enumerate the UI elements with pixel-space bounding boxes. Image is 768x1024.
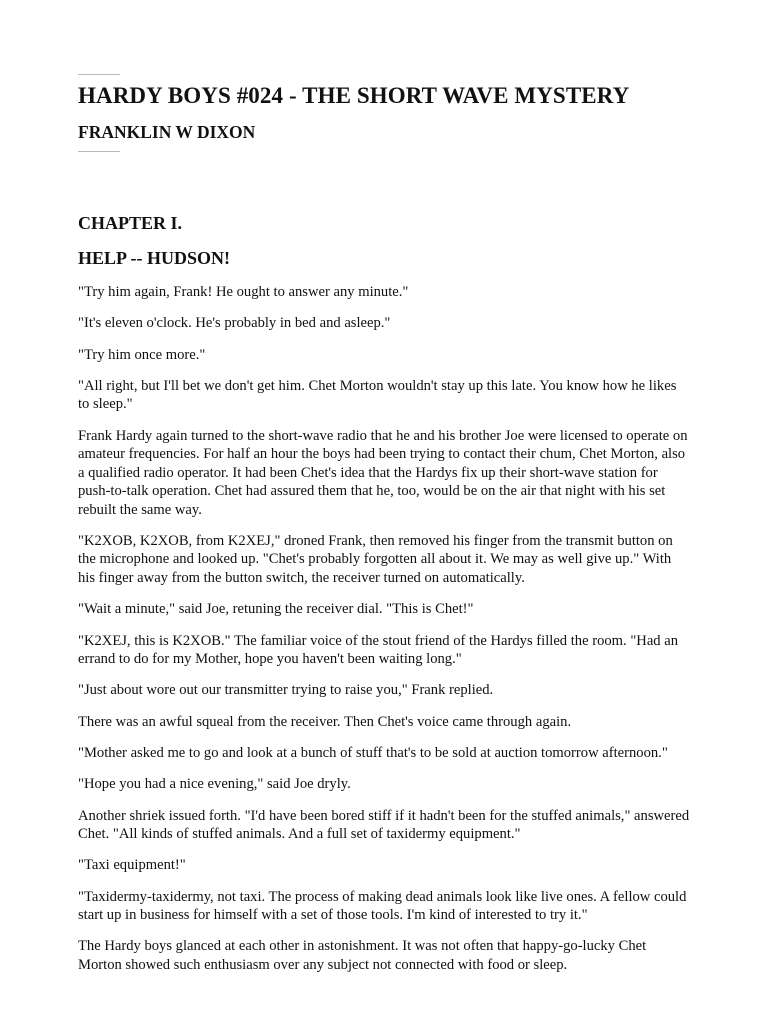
chapter-number: CHAPTER I. [78, 213, 183, 233]
paragraph: "Wait a minute," said Joe, retuning the receiver dial. "This is Chet!" [78, 601, 474, 618]
header-divider-bottom [78, 151, 120, 152]
paragraph: "All right, but I'll bet we don't get him. Chet Morton wouldn't stay up this late. You know how he likes to sleep." [78, 377, 677, 413]
paragraph: Another shriek issued forth. "I'd have been bored stiff if it hadn't been for the stuffed animals," answered Chet. "All kinds of stuffed animals. And a full set of taxidermy equipment." [78, 807, 690, 843]
paragraph: The Hardy boys glanced at each other in astonishment. It was not often that happy-go-lucky Chet Morton showed such enthusiasm over any subject not connected with food or sleep. [78, 938, 647, 973]
paragraph: "It's eleven o'clock. He's probably in bed and asleep." [78, 315, 391, 332]
header-divider-top [78, 74, 120, 75]
paragraph: "Try him again, Frank! He ought to answer any minute." [78, 284, 409, 300]
paragraph: "Just about wore out our transmitter trying to raise you," Frank replied. [78, 682, 494, 699]
paragraph: There was an awful squeal from the receiver. Then Chet's voice came through again. [78, 713, 572, 730]
paragraph: "Taxi equipment!" [78, 857, 186, 874]
paragraph: Frank Hardy again turned to the short-wave radio that he and his brother Joe were licensed to operate on amateur frequencies. For half an hour the boys had been trying to contact their chum, Chet Morton, also a qualified radio operator. It had been Chet's idea that the Hardys fix up their short-wave station for push-to-talk operation. Chet had assured them that he, too, would be on the air that night with his set rebuilt the same way. [78, 427, 688, 518]
book-title: HARDY BOYS #024 - THE SHORT WAVE MYSTERY [78, 83, 630, 108]
paragraph: "K2XOB, K2XOB, from K2XEJ," droned Frank, then removed his finger from the transmit button on the microphone and looked up. "Chet's probably forgotten all about it. We may as well give up." With his finger away from the button switch, the receiver turned on automatically. [78, 532, 673, 586]
paragraph: "Hope you had a nice evening," said Joe dryly. [78, 776, 351, 793]
chapter-title: HELP -- HUDSON! [78, 248, 231, 268]
book-author: FRANKLIN W DIXON [78, 122, 256, 142]
paragraph: "K2XEJ, this is K2XOB." The familiar voice of the stout friend of the Hardys filled the room. "Had an errand to do for my Mother, hope you haven't been waiting long." [78, 632, 679, 668]
paragraph: "Mother asked me to go and look at a bunch of stuff that's to be sold at auction tomorrow afternoon." [78, 744, 668, 761]
chapter-body [78, 283, 690, 987]
paragraph: "Try him once more." [78, 346, 206, 363]
paragraph: "Taxidermy-taxidermy, not taxi. The process of making dead animals look like live ones. A fellow could start up in business for himself with a set of those tools. I'm kind of interested to try it." [78, 888, 687, 924]
